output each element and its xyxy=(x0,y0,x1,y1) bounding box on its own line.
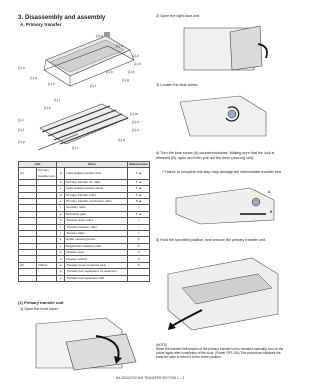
cell-maintenance: ✕ ▲ xyxy=(128,192,150,198)
cell-part: Primary transfer conduction roller xyxy=(65,198,128,204)
cell-part: Cleaner seal R xyxy=(65,256,128,262)
callout-1b: (1)-b xyxy=(134,62,141,66)
callout-1n: (1)-n xyxy=(132,120,139,124)
cell-maintenance: ✕ ▲ xyxy=(128,186,150,192)
callout-2b-lower: (2)-b xyxy=(106,70,113,74)
step-4: 4) Turn the blue screw (A) counterclockwise. Making sure that the lock is released (B), open and then pull out the drum (clos-ing unit). xyxy=(156,151,275,160)
callout-1o: (1)-o xyxy=(132,128,139,132)
cell-part: Transfer follower roller xyxy=(65,224,128,230)
callout-1f-2: (1)-f xyxy=(18,128,24,132)
callout-1q: (1)-q xyxy=(118,138,125,142)
callout-2b: (2)-b xyxy=(132,54,139,58)
cell-part: Transfer belt separation CL detection xyxy=(65,269,128,275)
front-cover-illustration xyxy=(26,316,144,372)
table-row xyxy=(19,168,150,179)
cell-letter: m xyxy=(56,250,64,256)
cell-letter: c xyxy=(56,275,64,281)
header-parts: Parts xyxy=(56,162,127,168)
figure-right-door xyxy=(170,22,278,74)
callout-1h: (1)-h xyxy=(18,66,25,70)
callout-1k: (1)-k xyxy=(44,106,51,110)
cell-part: Tension roller xyxy=(65,230,128,236)
cell-part: Transfer toner reception seal xyxy=(65,262,128,268)
figure-front-cover xyxy=(26,316,144,372)
section-subtitle: A. Primary transfer xyxy=(20,22,62,27)
header-maintenance: Maintenance xyxy=(129,162,148,167)
cell-letter: d xyxy=(56,192,64,198)
remove-unit-illustration xyxy=(162,254,282,334)
callout-1d: (1)-d xyxy=(30,76,37,80)
callout-1p: (1)-p xyxy=(18,140,25,144)
table-row xyxy=(19,275,150,281)
rollers-illustration xyxy=(18,98,146,156)
step-5: 5) Hold the specified position, and remove the primary transfer unit. xyxy=(156,238,266,242)
step-2: 2) Open the right door unit. xyxy=(156,14,201,18)
cell-letter: a xyxy=(56,262,64,268)
cell-unit: Others xyxy=(37,262,57,268)
cell-part: Transfer drive roller xyxy=(65,218,128,224)
callout-1a: (1)-a xyxy=(116,44,123,48)
cell-group: (1) xyxy=(19,168,37,179)
drum-unit-illustration xyxy=(170,184,282,226)
step-3: 3) Loosen the blue screw. xyxy=(156,83,199,87)
cell-letter: b xyxy=(56,179,64,185)
cell-part: Intermediate transfer belt xyxy=(65,168,128,179)
note-title: (NOTE) xyxy=(156,343,167,347)
cell-part: Cleaner seal xyxy=(65,250,128,256)
cell-part: Auxiliary roller xyxy=(65,205,128,211)
cell-letter: l xyxy=(56,243,64,249)
callout-1i: (1)-i xyxy=(72,146,78,150)
cell-letter: g xyxy=(56,211,64,217)
cell-letter: e xyxy=(56,198,64,204)
belt-unit-illustration xyxy=(18,30,146,92)
cell-part: Intermediate transfer blade xyxy=(65,186,128,192)
header-unit: Unit xyxy=(19,162,57,168)
figure-drum-unit xyxy=(170,184,282,226)
note-box xyxy=(156,343,284,359)
callout-1g: (1)-g xyxy=(122,78,129,82)
cell-letter: n xyxy=(56,256,64,262)
figure-rollers xyxy=(18,98,146,156)
cell-maintenance: ○ xyxy=(128,230,150,236)
cell-maintenance: ○ xyxy=(128,205,150,211)
figure-belt-unit xyxy=(18,30,146,92)
cell-part: Transfer belt separation BR xyxy=(65,275,128,281)
cell-maintenance: ✕ xyxy=(128,262,150,268)
page-footer: MX-2000/2700 N/G TRANSFER SECTION L – 3 xyxy=(115,376,185,380)
figure-label-a: A xyxy=(268,190,271,194)
cell-maintenance: ✕ ▲ xyxy=(128,179,150,185)
cell-letter: j xyxy=(56,230,64,236)
cell-letter: k xyxy=(56,237,64,243)
cell-maintenance: ✕ xyxy=(128,256,150,262)
cell-part: Roller cleaning brush xyxy=(65,237,128,243)
step-4-note: * Failure to complete this step may damage the intermediate transfer belt. xyxy=(162,170,282,174)
cell-letter: f xyxy=(56,205,64,211)
cell-unit: Primary transfer unit xyxy=(38,168,55,178)
cell-letter: b xyxy=(56,269,64,275)
callout-1j: (1)-j xyxy=(54,98,60,102)
cell-maintenance: ✕ ▲ xyxy=(128,211,150,217)
cell-letter: a xyxy=(56,168,64,179)
cell-part: Primary transfer roller xyxy=(65,192,128,198)
cell-group: (2) xyxy=(19,262,37,268)
callout-2a: (2)-a xyxy=(96,34,103,38)
cell-maintenance: ○ xyxy=(128,224,150,230)
cell-part: Primary transfer CL roller xyxy=(65,179,128,185)
callout-1e: (1)-e xyxy=(48,82,55,86)
cell-letter: h xyxy=(56,218,64,224)
cell-letter: c xyxy=(56,186,64,192)
cell-maintenance xyxy=(128,275,150,281)
cell-group xyxy=(19,275,37,281)
cell-maintenance: ○ xyxy=(128,218,150,224)
callout-1f: (1)-f xyxy=(90,84,96,88)
callout-1m: (1)-m xyxy=(130,112,138,116)
section-primary-transfer-unit: (1) Primary transfer unit xyxy=(18,300,64,305)
cell-unit xyxy=(37,275,57,281)
note-text: When the transfer belt tension of the primary transfer unit is released manually, turn on the power again after completion of the work. (Power OFF-ON) This procedure initializes the trans-fer roller to return it to the home position. xyxy=(156,347,284,360)
cell-part: Belt drive gear xyxy=(65,211,128,217)
parts-table xyxy=(18,161,150,282)
cell-maintenance: ✕ ▲ xyxy=(128,168,150,179)
callout-1l: (1)-l xyxy=(18,118,24,122)
cell-maintenance: ✕ xyxy=(128,237,150,243)
blue-screw-illustration xyxy=(170,92,278,140)
step-1: 1) Open the front cover. xyxy=(20,307,59,311)
cell-part: Registration backup roller xyxy=(65,243,128,249)
figure-remove-unit xyxy=(162,254,282,334)
figure-blue-screw xyxy=(170,92,278,140)
cell-letter: i xyxy=(56,224,64,230)
cell-maintenance: ✕ ▲ xyxy=(128,198,150,204)
page-title: 3. Disassembly and assembly xyxy=(18,14,106,21)
cell-maintenance: ✕ xyxy=(128,250,150,256)
callout-1c: (1)-c xyxy=(128,70,135,74)
figure-label-b: B xyxy=(270,210,273,214)
cell-maintenance: ✕ xyxy=(128,243,150,249)
right-door-illustration xyxy=(170,22,278,74)
